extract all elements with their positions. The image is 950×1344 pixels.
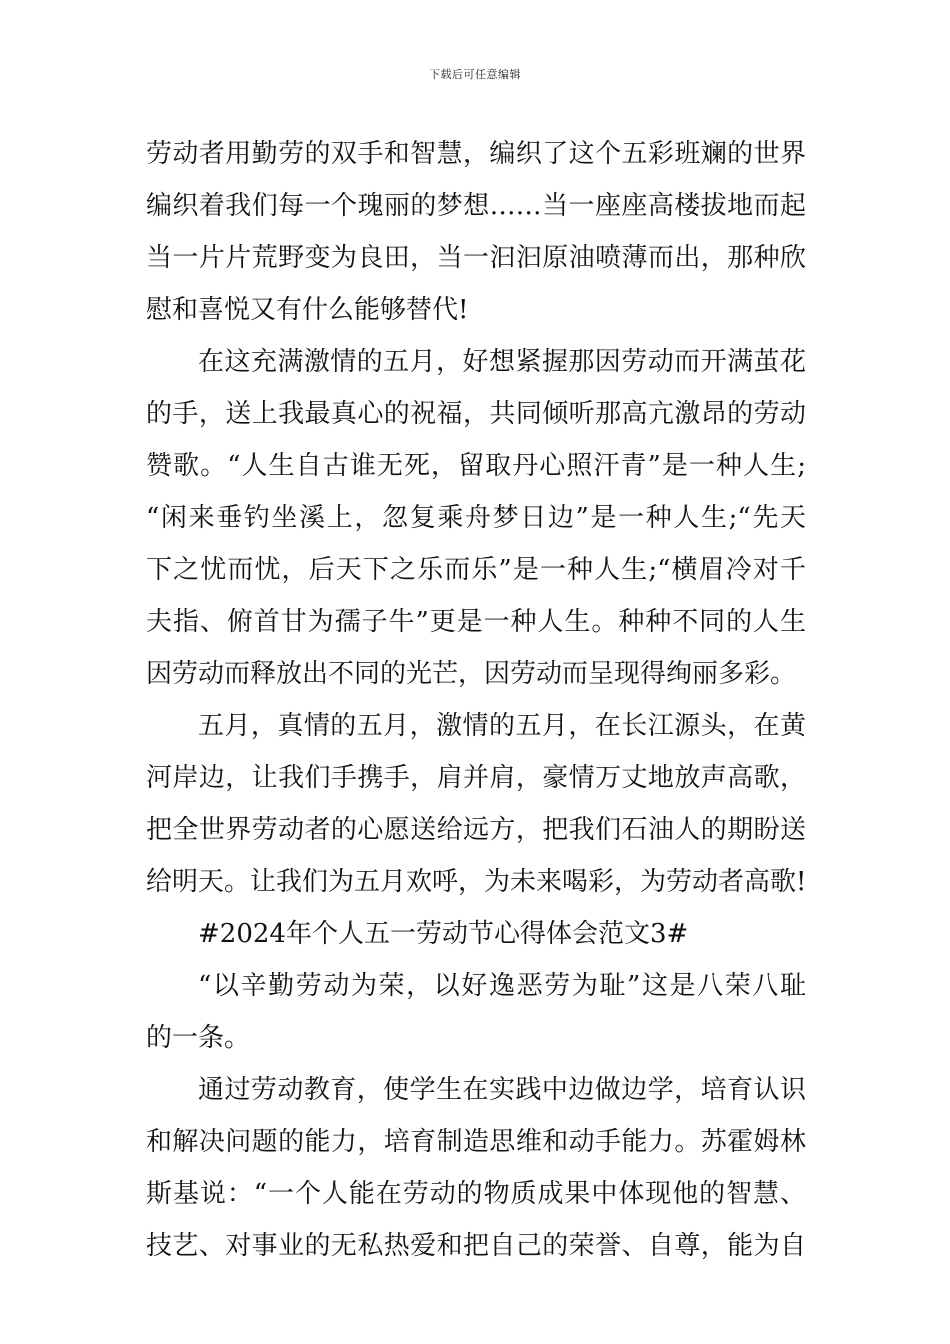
text-line: 因劳动而释放出不同的光芒，因劳动而呈现得绚丽多彩。 [146, 659, 797, 689]
text-line: 通过劳动教育，使学生在实践中边做边学，培育认识 [198, 1075, 806, 1105]
text-line: 和解决问题的能力，培育制造思维和动手能力。苏霍姆林 [146, 1127, 806, 1157]
document-body [146, 128, 806, 1272]
page-header-note: 下载后可任意编辑 [429, 68, 521, 81]
text-line: 的一条。 [146, 1023, 251, 1053]
text-line: 技艺、对事业的无私热爱和把自己的荣誉、自尊，能为自 [146, 1231, 806, 1261]
text-line: 劳动者用勤劳的双手和智慧，编织了这个五彩班斓的世界 [146, 139, 806, 169]
text-line: 给明天。让我们为五月欢呼，为未来喝彩，为劳动者高歌! [146, 867, 807, 897]
text-line: 斯基说：“一个人能在劳动的物质成果中体现他的智慧、 [146, 1179, 806, 1209]
text-line: 在这充满激情的五月，好想紧握那因劳动而开满茧花 [198, 347, 806, 377]
text-line: 夫指、俯首甘为孺子牛”更是一种人生。种种不同的人生 [146, 607, 806, 637]
text-line: 把全世界劳动者的心愿送给远方，把我们石油人的期盼送 [146, 815, 806, 845]
text-line: “以辛勤劳动为荣，以好逸恶劳为耻”这是八荣八耻 [198, 971, 806, 1001]
text-line: 慰和喜悦又有什么能够替代! [146, 295, 469, 325]
text-line: 的手，送上我最真心的祝福，共同倾听那高亢激昂的劳动 [146, 399, 806, 429]
text-line: 赞歌。“人生自古谁无死，留取丹心照汗青”是一种人生; [146, 451, 806, 481]
text-line: 河岸边，让我们手携手，肩并肩，豪情万丈地放声高歌， [146, 763, 806, 793]
section-heading: #2024年个人五一劳动节心得体会范文3# [198, 919, 689, 949]
text-line: 下之忧而忧，后天下之乐而乐”是一种人生;“横眉冷对千 [146, 555, 806, 585]
text-line: 编织着我们每一个瑰丽的梦想……当一座座高楼拔地而起 [146, 191, 806, 221]
text-line: 五月，真情的五月，激情的五月，在长江源头，在黄 [198, 711, 806, 741]
text-line: “闲来垂钓坐溪上，忽复乘舟梦日边”是一种人生;“先天 [146, 503, 806, 533]
text-line: 当一片片荒野变为良田，当一汩汩原油喷薄而出，那种欣 [146, 243, 806, 273]
